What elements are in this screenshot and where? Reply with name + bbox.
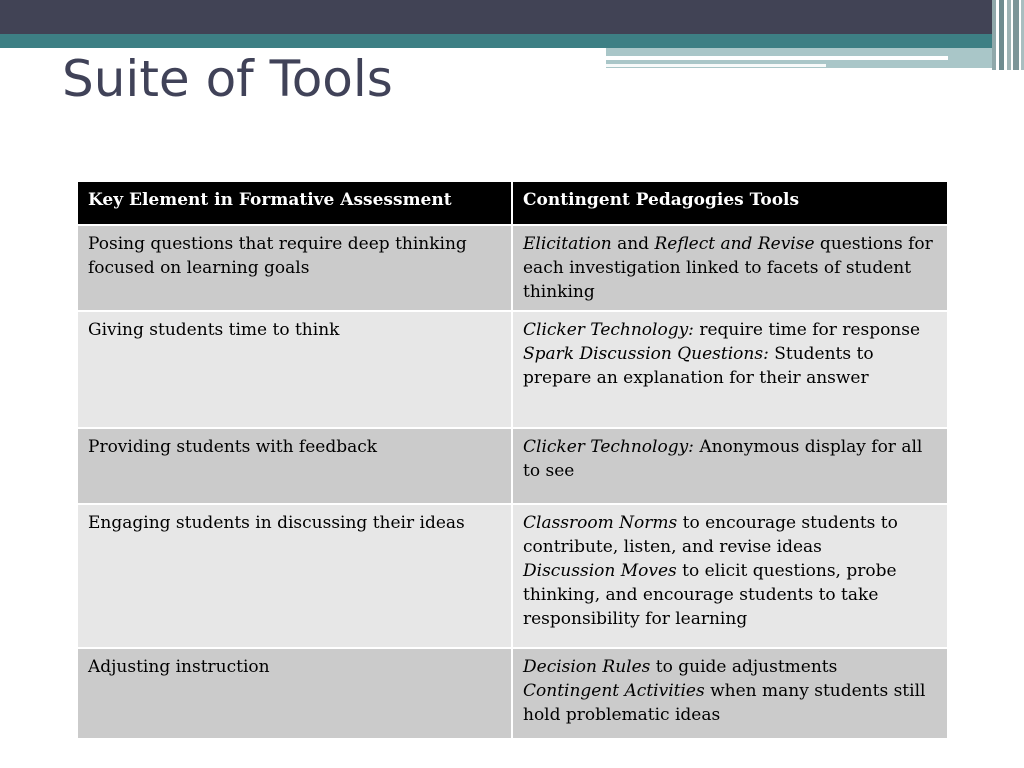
table-row	[78, 504, 947, 648]
slide-title: Suite of Tools	[62, 50, 393, 108]
tool-line: Contingent Activities when many students still hold problematic ideas	[523, 681, 926, 725]
tools-cell	[512, 648, 947, 738]
tool-line: Classroom Norms to encourage students to contribute, listen, and revise ideas	[523, 513, 898, 557]
tool-line: Decision Rules to guide adjustments	[523, 657, 838, 677]
tools-cell	[512, 428, 947, 504]
table-row	[78, 428, 947, 504]
key-element-cell: Providing students with feedback	[78, 428, 512, 504]
table-row	[78, 225, 947, 311]
key-element-cell: Giving students time to think	[78, 311, 512, 428]
header-tools: Contingent Pedagogies Tools	[512, 182, 947, 225]
key-element-cell: Adjusting instruction	[78, 648, 512, 738]
tools-table	[78, 182, 947, 738]
tools-cell	[512, 504, 947, 648]
header-band-line	[606, 56, 948, 60]
tool-line: Spark Discussion Questions: Students to prepare an explanation for their answer	[523, 344, 874, 388]
header-stripes	[992, 0, 1024, 70]
key-element-cell: Posing questions that require deep thinking focused on learning goals	[78, 225, 512, 311]
key-element-cell: Engaging students in discussing their ideas	[78, 504, 512, 648]
table-row	[78, 311, 947, 428]
header-band-teal	[0, 34, 1024, 48]
header-key-element: Key Element in Formative Assessment	[78, 182, 512, 225]
tool-line: Discussion Moves to elicit questions, probe thinking, and encourage students to take responsibility for learning	[523, 561, 897, 629]
tool-line: Clicker Technology: require time for response	[523, 320, 921, 340]
tools-cell	[512, 225, 947, 311]
header-band-line-short	[606, 64, 826, 67]
table-header-row	[78, 182, 947, 225]
tools-cell	[512, 311, 947, 428]
header-band-dark	[0, 0, 1024, 34]
table-row	[78, 648, 947, 738]
tool-line: Clicker Technology: Anonymous display for all to see	[523, 437, 923, 481]
tool-line: Elicitation and Reflect and Revise questions for each investigation linked to facets of student thinking	[523, 234, 933, 302]
